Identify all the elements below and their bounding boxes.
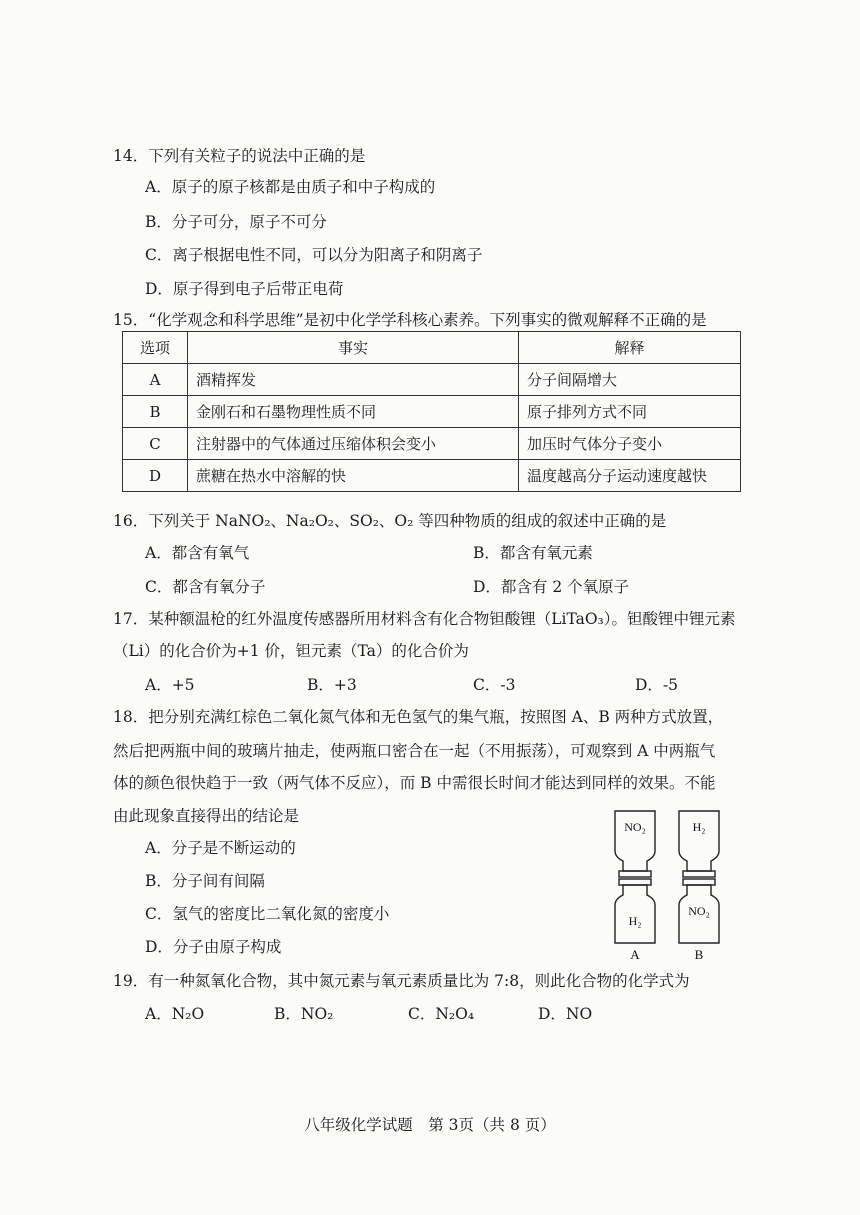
gas-jars-figure	[605, 803, 745, 963]
figure-label-b: B	[694, 947, 704, 962]
table-cell: 金刚石和石墨物理性质不同	[188, 396, 519, 428]
q17-stem-line2: （Li）的化合价为+1 价，钽元素（Ta）的化合价为	[113, 642, 469, 660]
table-header: 解释	[519, 332, 741, 364]
q15-table	[122, 331, 741, 492]
jar-b-bottom-label: NO₂	[688, 904, 710, 918]
q18-option-b: B．分子间有间隔	[145, 872, 265, 890]
q16-option-c: C．都含有氧分子	[145, 578, 266, 596]
page-footer: 八年级化学试题 第 3页（共 8 页）	[304, 1116, 556, 1134]
table-cell: 蔗糖在热水中溶解的快	[188, 460, 519, 492]
q19-option-c: C．N₂O₄	[408, 1005, 475, 1023]
q16-stem: 16．下列关于 NaNO₂、Na₂O₂、SO₂、O₂ 等四种物质的组成的叙述中正确的是	[113, 512, 667, 530]
table-cell: B	[123, 396, 188, 428]
q19-option-b: B．NO₂	[274, 1005, 334, 1023]
table-row	[123, 364, 741, 396]
table-cell: C	[123, 428, 188, 460]
table-row	[123, 428, 741, 460]
table-row	[123, 396, 741, 428]
q14-option-a: A．原子的原子核都是由质子和中子构成的	[145, 178, 436, 196]
q17-option-b: B．+3	[307, 676, 357, 694]
q14-stem: 14．下列有关粒子的说法中正确的是	[113, 147, 366, 165]
q16-option-a: A．都含有氧气	[145, 544, 250, 562]
q18-option-c: C．氢气的密度比二氧化氮的密度小	[145, 905, 390, 923]
q18-stem-line3: 体的颜色很快趋于一致（两气体不反应），而 B 中需很长时间才能达到同样的效果。不能	[113, 774, 716, 792]
q18-option-d: D．分子由原子构成	[145, 938, 282, 956]
table-cell: 温度越高分子运动速度越快	[519, 460, 741, 492]
q17-stem-line1: 17．某种额温枪的红外温度传感器所用材料含有化合物钽酸锂（LiTaO₃）。钽酸锂中锂元素	[113, 610, 736, 628]
table-cell: 加压时气体分子变小	[519, 428, 741, 460]
table-header: 选项	[123, 332, 188, 364]
jar-a-top-label: NO₂	[624, 820, 646, 834]
q18-option-a: A．分子是不断运动的	[145, 839, 296, 857]
table-cell: 分子间隔增大	[519, 364, 741, 396]
q19-option-a: A．N₂O	[145, 1005, 205, 1023]
q17-option-d: D．-5	[635, 676, 679, 694]
table-header-row	[123, 332, 741, 364]
q18-stem-line2: 然后把两瓶中间的玻璃片抽走，使两瓶口密合在一起（不用振荡），可观察到 A 中两瓶气	[113, 742, 716, 760]
table-header: 事实	[188, 332, 519, 364]
table-cell: 原子排列方式不同	[519, 396, 741, 428]
q16-option-d: D．都含有 2 个氧原子	[473, 578, 630, 596]
q16-option-b: B．都含有氧元素	[473, 544, 593, 562]
jar-a-bottom-label: H₂	[628, 914, 642, 928]
q18-stem-line1: 18．把分别充满红棕色二氧化氮气体和无色氢气的集气瓶，按照图 A、B 两种方式放置，	[113, 708, 724, 726]
q19-stem: 19．有一种氮氧化合物，其中氮元素与氧元素质量比为 7:8，则此化合物的化学式为	[113, 972, 690, 990]
q17-option-a: A．+5	[145, 676, 195, 694]
q14-option-b: B．分子可分，原子不可分	[145, 213, 327, 231]
jar-b-top-label: H₂	[692, 820, 706, 834]
table-row	[123, 460, 741, 492]
q18-stem-line4: 由此现象直接得出的结论是	[113, 807, 300, 825]
figure-label-a: A	[630, 947, 640, 962]
table-cell: 酒精挥发	[188, 364, 519, 396]
q15-stem: 15．“化学观念和科学思维”是初中化学学科核心素养。下列事实的微观解释不正确的是	[113, 311, 707, 329]
q14-option-c: C．离子根据电性不同，可以分为阳离子和阴离子	[145, 246, 483, 264]
table-cell: D	[123, 460, 188, 492]
q14-option-d: D．原子得到电子后带正电荷	[145, 280, 344, 298]
table-cell: A	[123, 364, 188, 396]
q19-option-d: D．NO	[538, 1005, 593, 1023]
table-cell: 注射器中的气体通过压缩体积会变小	[188, 428, 519, 460]
q17-option-c: C．-3	[473, 676, 516, 694]
